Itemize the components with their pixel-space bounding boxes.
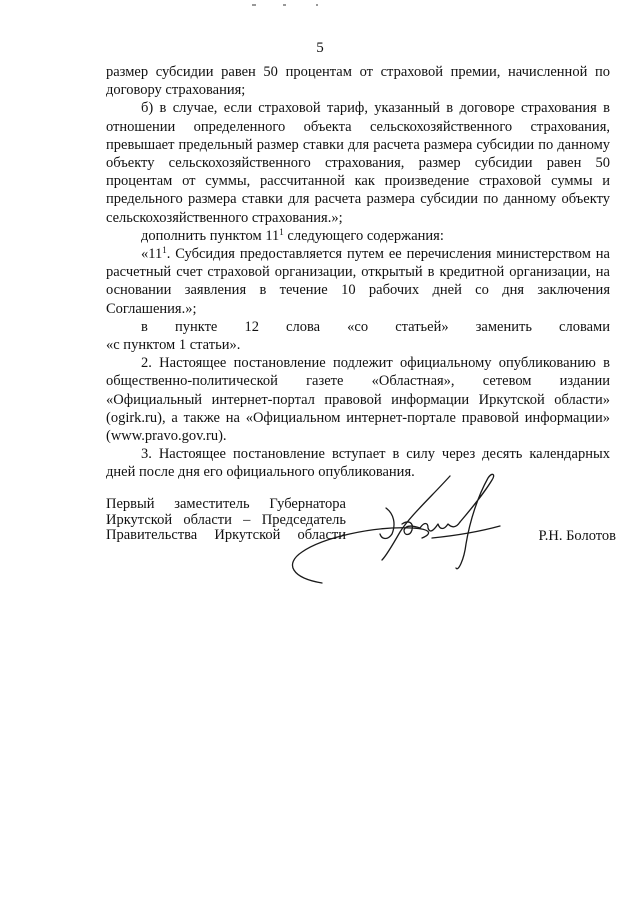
signer-title-line: Первый заместитель Губернатора xyxy=(106,496,346,512)
paragraph: «с пунктом 1 статьи». xyxy=(106,337,241,354)
signer-title-line: Иркутской области – Председатель xyxy=(106,511,346,528)
paragraph xyxy=(106,245,610,318)
paragraph-text: следующего содержания: xyxy=(283,227,444,244)
signer-title-line: Правительства Иркутской области xyxy=(106,527,346,544)
paragraph-text: . Субсидия предоставляется путем ее перечисления министерством на расчетный счет страховой организации, открытый в кредитной организации, на основании заявления в течение 10 рабочих дней со дня заключения Соглашения.»; xyxy=(106,246,610,317)
document-body xyxy=(106,63,610,482)
scan-mark xyxy=(283,4,286,6)
paragraph: б) в случае, если страховой тариф, указанный в договоре страхования в отношении определенного объекта сельскохозяйственного страхования, превышает предельный размер ставки для расчета размера субсидии по данному объекту сельскохозяйственного страхования, размер субсидии равен 50 процентам от суммы, рассчитанной как произведение страховой суммы и предельного размера ставки для расчета размера субсидии по данному объекту сельскохозяйственного страхования.»; xyxy=(106,100,610,226)
superscript: 1 xyxy=(279,226,284,237)
paragraph: 3. Настоящее постановление вступает в силу через десять календарных дней после дня его официального опубликования. xyxy=(106,446,610,481)
scan-mark xyxy=(316,4,318,6)
paragraph-text: «11 xyxy=(141,246,163,263)
superscript: 1 xyxy=(162,245,167,256)
paragraph: 2. Настоящее постановление подлежит официальному опубликованию в общественно-политической газете «Областная», сетевом издании «Официальный интернет-портал правовой информации Иркутской области» (ogirk.ru), а также на «Официальном интернет-портале правовой информации» (www.pravo.gov.ru). xyxy=(106,355,610,445)
paragraph: размер субсидии равен 50 процентам от страховой премии, начисленной по договору страхования; xyxy=(106,64,610,99)
paragraph-text: дополнить пунктом 11 xyxy=(141,227,280,244)
signer-name: Р.Н. Болотов xyxy=(538,528,616,544)
signer-title xyxy=(106,497,346,544)
paragraph: в пункте 12 слова «со статьей» заменить словами xyxy=(141,318,610,335)
page-number: 5 xyxy=(316,40,324,56)
scan-mark xyxy=(252,4,256,6)
paragraph xyxy=(106,227,610,245)
signature-block xyxy=(106,497,616,544)
